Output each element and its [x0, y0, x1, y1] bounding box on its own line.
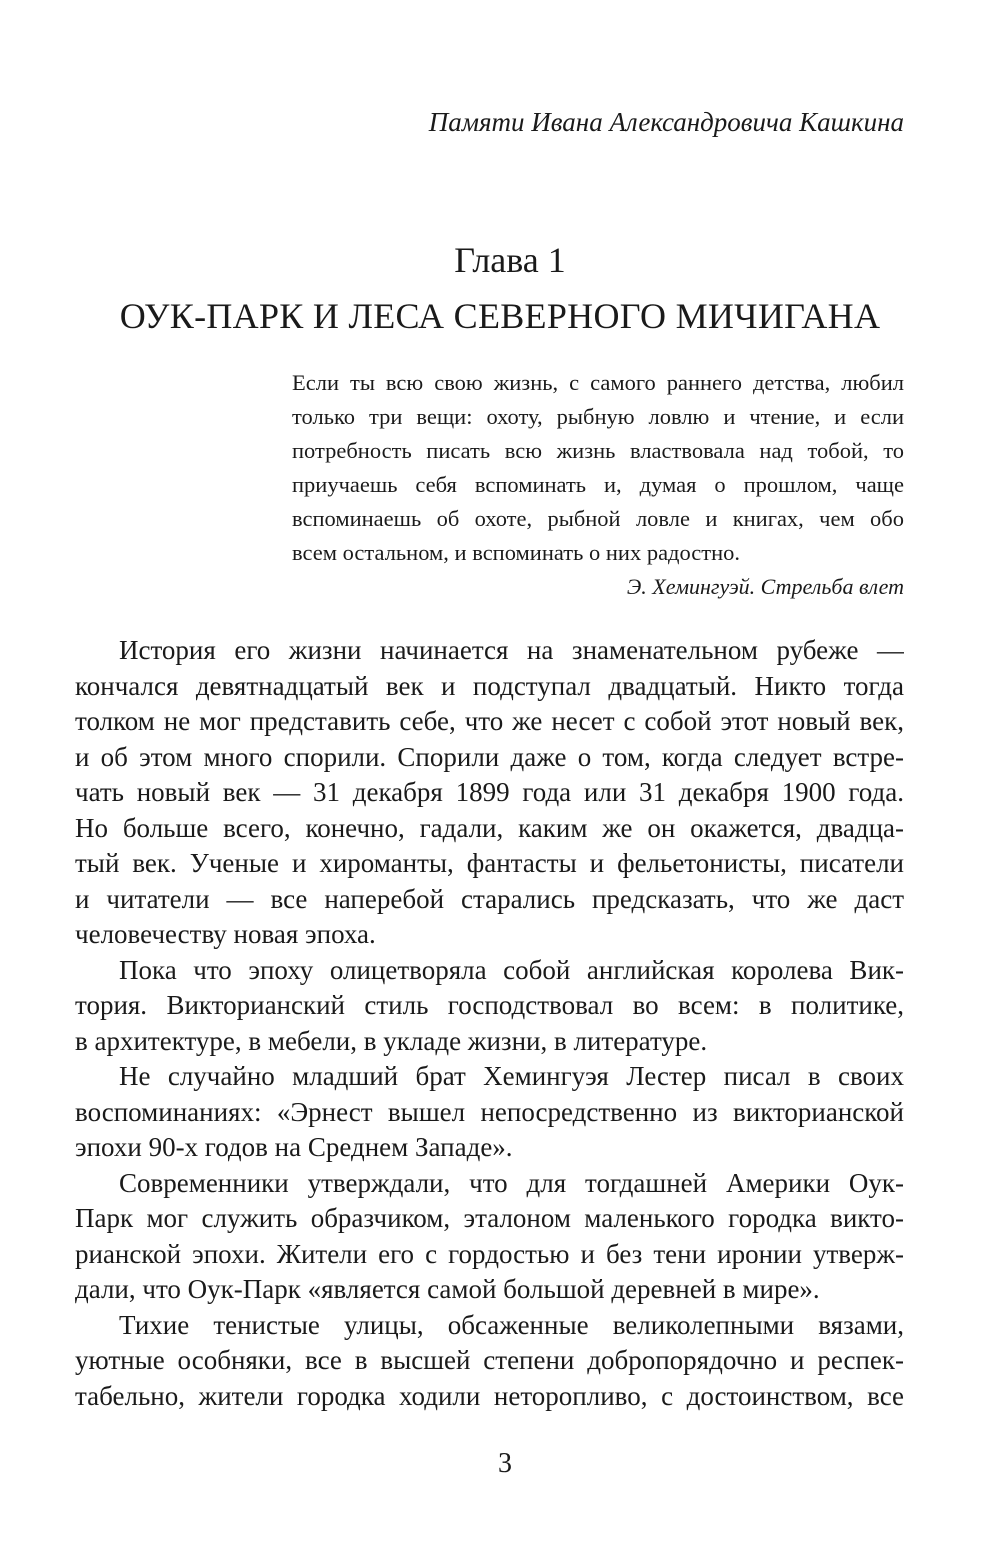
text-line: Тихие тенистые улицы, обсаженные великолепными вязами, [119, 1309, 904, 1340]
text-line: рианской эпохи. Жители его с гордостью и без тени иронии утверж- [75, 1238, 904, 1269]
text-line: Парк мог служить образчиком, эталоном маленького городка викто- [75, 1203, 904, 1233]
epigraph-line: приучаешь себя вспоминать и, думая о прошлом, чаще [292, 472, 904, 497]
text-line: Не случайно младший брат Хемингуэя Лестер писал в своих [119, 1061, 904, 1091]
epigraph-source: Э. Хемингуэй. Стрельба влет [626, 574, 904, 599]
text-line: тый век. Ученые и хироманты, фантасты и фельетонисты, писатели [75, 848, 904, 878]
text-line: воспоминаниях: «Эрнест вышел непосредственно из викторианской [75, 1096, 904, 1127]
text-line: уютные особняки, все в высшей степени добропорядочно и респек- [75, 1345, 904, 1375]
dedication: Памяти Ивана Александровича Кашкина [428, 107, 904, 137]
epigraph-line: вспоминаешь об охоте, рыбной ловле и книгах, чем обо [292, 506, 904, 531]
text-line: и об этом много спорили. Спорили даже о том, когда следует встре- [75, 741, 904, 772]
text-line: Современники утверждали, что для тогдашней Америки Оук- [119, 1167, 904, 1198]
epigraph-line: Если ты всю свою жизнь, с самого раннего детства, любил [292, 370, 904, 395]
text-line: История его жизни начинается на знаменательном рубеже — [119, 635, 904, 665]
text-line: эпохи 90-х годов на Среднем Западе». [75, 1132, 513, 1162]
epigraph-line: всем остальном, и вспоминать о них радостно. [292, 540, 741, 565]
chapter-title: ОУК-ПАРК И ЛЕСА СЕВЕРНОГО МИЧИГАНА [119, 296, 881, 336]
text-line: человечеству новая эпоха. [75, 919, 376, 949]
epigraph-line: только три вещи: охоту, рыбную ловлю и чтение, и если [292, 404, 904, 429]
text-line: чать новый век — 31 декабря 1899 года или 31 декабря 1900 года. [75, 777, 904, 807]
text-line: дали, что Оук-Парк «является самой большой деревней в мире». [75, 1274, 820, 1304]
epigraph [292, 366, 904, 604]
text-line: Пока что эпоху олицетворяла собой английская королева Вик- [119, 954, 904, 985]
text-line: в архитектуре, в мебели, в укладе жизни, в литературе. [75, 1025, 708, 1056]
body-text [75, 633, 904, 1414]
text-line: табельно, жители городка ходили неторопливо, с достоинством, все [75, 1380, 904, 1411]
text-line: кончался девятнадцатый век и подступал двадцатый. Никто тогда [75, 670, 904, 701]
text-line: Но больше всего, конечно, гадали, каким же он окажется, двадца- [75, 812, 904, 843]
text-line: тория. Викторианский стиль господствовал во всем: в политике, [75, 990, 904, 1020]
text-line: толком не мог представить себе, что же несет с собой этот новый век, [75, 706, 904, 736]
text-line: и читатели — все наперебой старались предсказать, что же даст [75, 883, 904, 914]
page-number: 3 [498, 1448, 512, 1479]
epigraph-line: потребность писать всю жизнь властвовала над тобой, то [292, 438, 904, 463]
chapter-number: Глава 1 [454, 240, 566, 280]
